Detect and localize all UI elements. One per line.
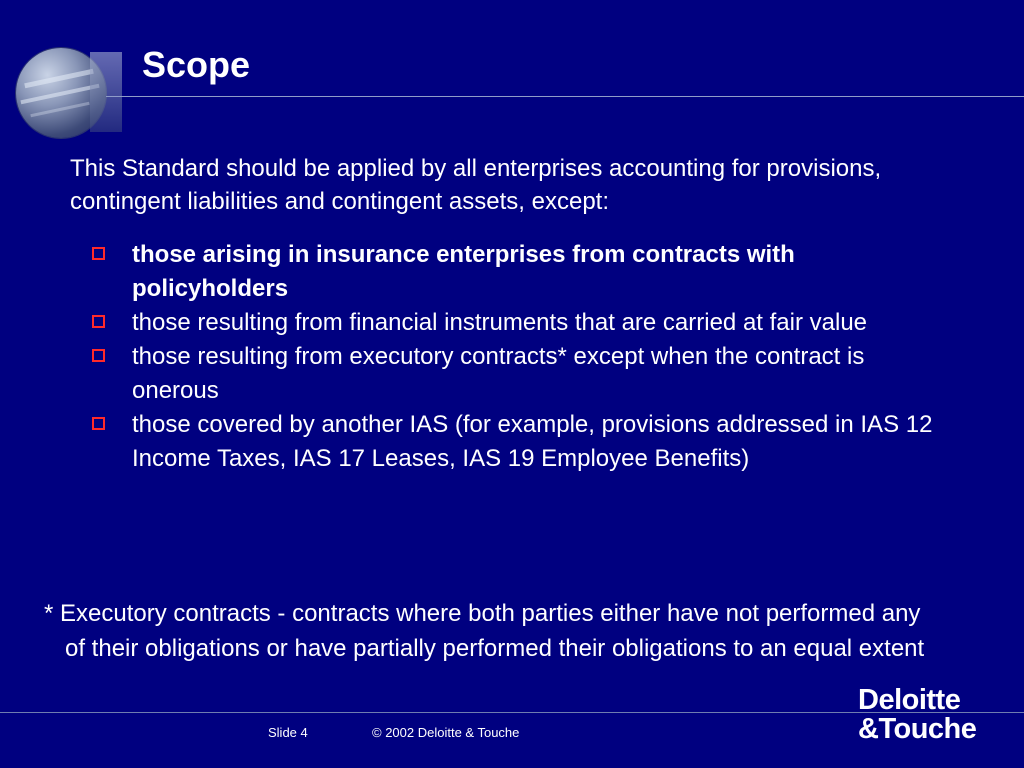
list-item-text: those covered by another IAS (for example, provisions addressed in IAS 12 Income Taxes, IAS 17 Leases, IAS 19 Employee Benefits)	[132, 411, 933, 472]
exception-list	[92, 238, 942, 476]
slide-number: Slide 4	[268, 725, 308, 740]
checkbox-bullet-icon	[92, 315, 105, 328]
list-item	[92, 238, 942, 306]
list-item-text: those arising in insurance enterprises from contracts with policyholders	[132, 241, 795, 302]
list-item	[92, 408, 942, 476]
checkbox-bullet-icon	[92, 417, 105, 430]
brand-line-1: Deloitte	[858, 684, 961, 716]
title-divider	[106, 96, 1024, 97]
list-item	[92, 340, 942, 408]
list-item-text: those resulting from executory contracts* except when the contract is onerous	[132, 343, 865, 404]
checkbox-bullet-icon	[92, 349, 105, 362]
list-item	[92, 306, 942, 340]
header-photo-square	[90, 52, 122, 132]
footnote: * Executory contracts - contracts where both parties either have not performed any of their obligations or have partially performed their obligations to an equal extent	[44, 600, 925, 662]
brand-line-2: &Touche	[858, 713, 977, 745]
brand-logo	[858, 686, 976, 744]
list-item-text: those resulting from financial instruments that are carried at fair value	[132, 309, 868, 336]
checkbox-bullet-icon	[92, 247, 105, 260]
copyright-notice: © 2002 Deloitte & Touche	[372, 725, 520, 740]
intro-paragraph: This Standard should be applied by all enterprises accounting for provisions, contingent liabilities and contingent assets, except:	[70, 155, 882, 215]
slide-title: Scope	[142, 44, 251, 85]
